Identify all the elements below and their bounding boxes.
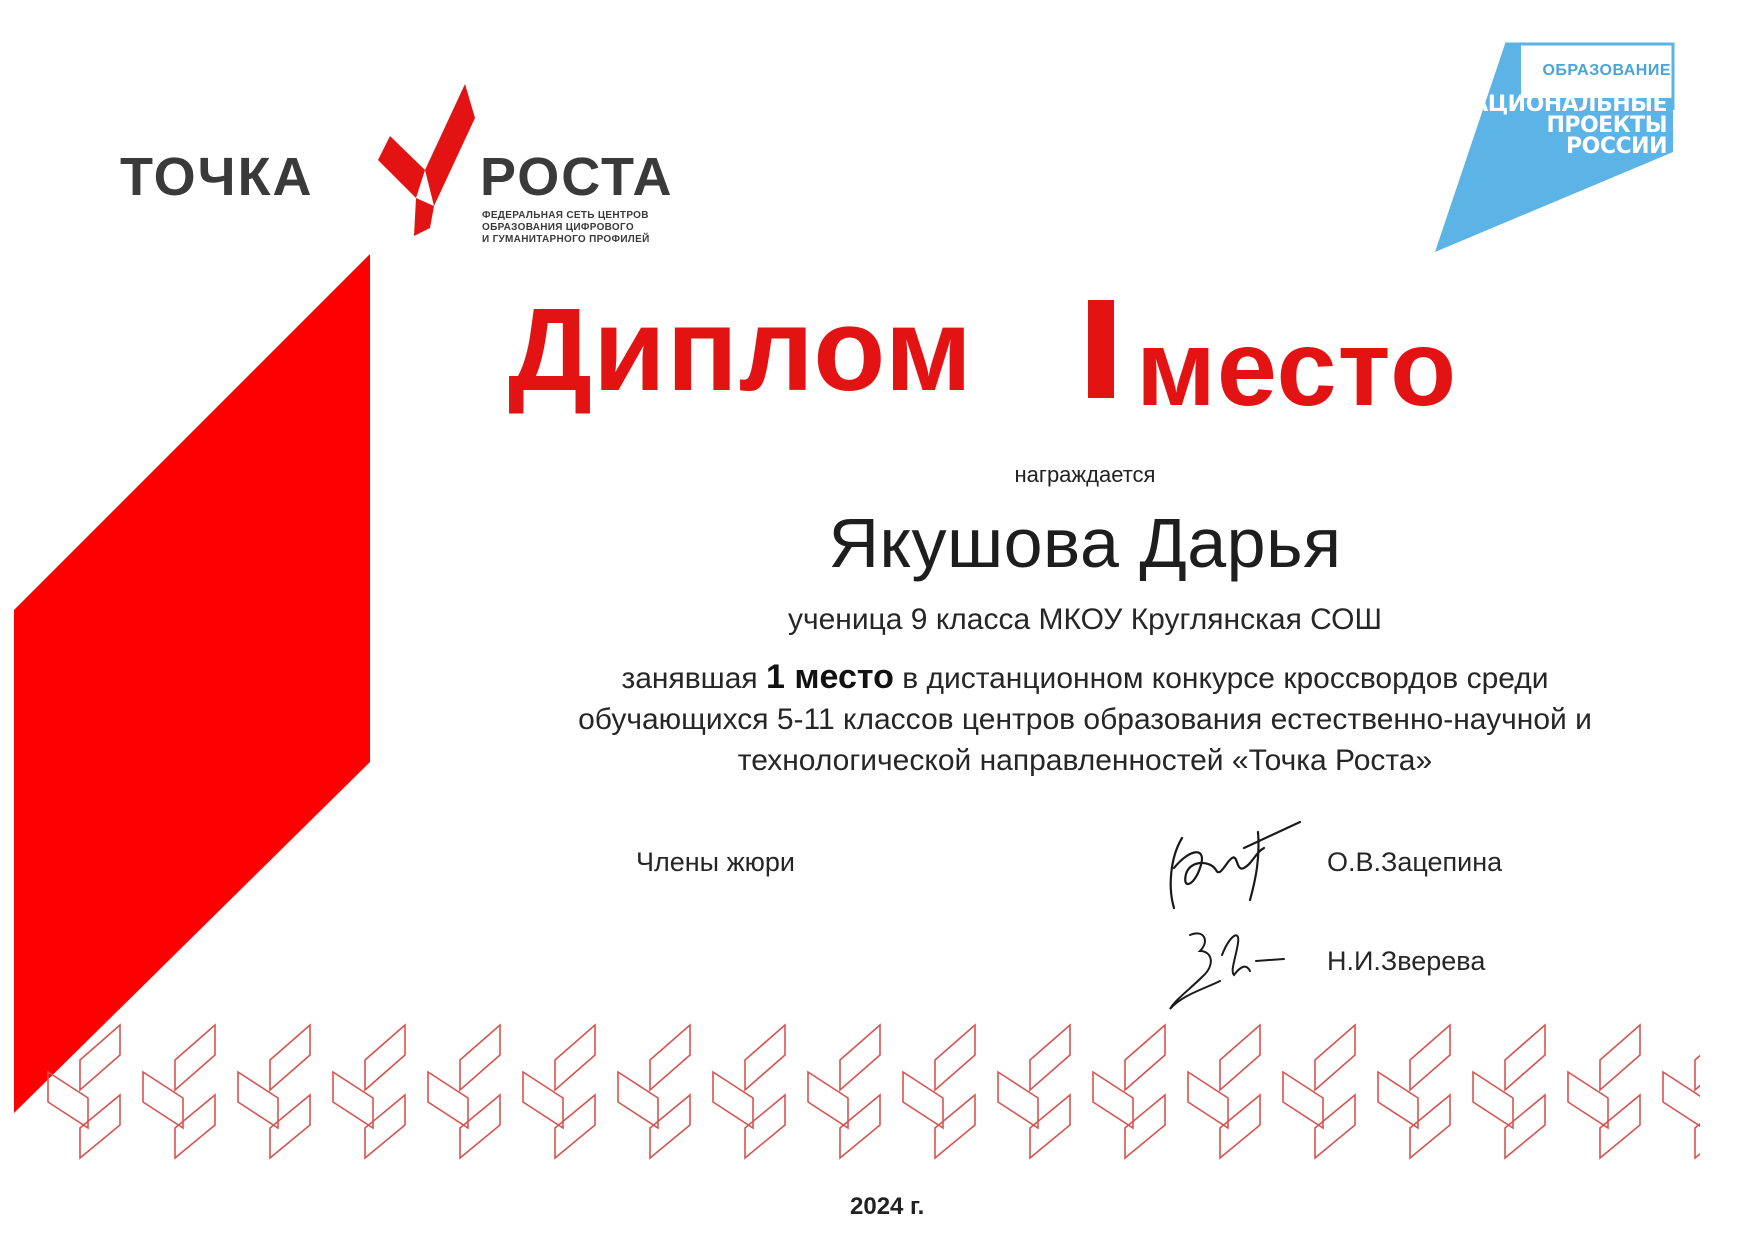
national-projects-logo <box>1425 40 1695 252</box>
desc-line-2: обучающихся 5-11 классов центров образования естественно-научной и <box>578 703 1592 736</box>
pattern-rhombus <box>555 1025 595 1090</box>
pattern-rhombus <box>650 1025 690 1090</box>
jury-member-2: Н.И.Зверева <box>1327 946 1486 976</box>
pattern-rhombus <box>1188 1072 1228 1128</box>
headline-mesto: место <box>1136 307 1458 428</box>
pattern-rhombus <box>840 1025 880 1090</box>
desc-line-1 <box>470 657 1700 699</box>
awarded-label: награждается <box>1014 462 1156 487</box>
jury-member-1: О.В.Зацепина <box>1327 847 1503 877</box>
pattern-rhombus <box>1410 1025 1450 1090</box>
np-top-label: ОБРАЗОВАНИЕ <box>1542 62 1671 79</box>
pattern-rhombus <box>523 1072 563 1128</box>
pattern-rhombus <box>1600 1025 1640 1090</box>
diploma-headline <box>508 284 1608 428</box>
recipient-name: Якушова Дарья <box>828 504 1342 582</box>
headline-diplom: Диплом <box>508 284 974 416</box>
pattern-rhombus <box>808 1072 848 1128</box>
student-info: ученица 9 класса МКОУ Круглянская СОШ <box>787 603 1383 636</box>
tochka-rosta-logo <box>120 78 720 258</box>
logo-subtitle-line: И ГУМАНИТАРНОГО ПРОФИЛЕЙ <box>482 234 650 245</box>
pattern-rhombus <box>1568 1072 1608 1128</box>
year-label: 2024 г. <box>850 1193 925 1220</box>
pattern-rhombus <box>1093 1072 1133 1128</box>
logo-subtitle <box>482 210 722 246</box>
pattern-rhombus <box>618 1072 658 1128</box>
pattern-rhombus <box>745 1025 785 1090</box>
pattern-rhombus <box>1030 1025 1070 1090</box>
pattern-rhombus <box>1505 1025 1545 1090</box>
pattern-rhombus <box>333 1072 373 1128</box>
pattern-rhombus <box>80 1025 120 1090</box>
desc-line-3: технологической направленностей «Точка Роста» <box>737 744 1433 777</box>
pattern-rhombus <box>143 1072 183 1128</box>
pattern-rhombus <box>935 1025 975 1090</box>
decorative-rhombus-pattern <box>40 1010 1700 1170</box>
pattern-rhombus <box>1283 1072 1323 1128</box>
pattern-rhombus <box>270 1025 310 1090</box>
pattern-rhombus <box>1220 1025 1260 1090</box>
jury-label: Члены жюри <box>636 847 795 877</box>
headline-place-numeral <box>1088 300 1114 398</box>
logo-subtitle-line: ФЕДЕРАЛЬНАЯ СЕТЬ ЦЕНТРОВ <box>482 210 649 221</box>
desc-prefix: занявшая <box>621 662 758 695</box>
pattern-rhombus <box>460 1025 500 1090</box>
pattern-rhombus <box>1125 1025 1165 1090</box>
pattern-rhombus <box>175 1025 215 1090</box>
rosta-sprout-icon <box>370 78 480 238</box>
np-title-line: РОССИИ <box>1566 134 1667 159</box>
pattern-rhombus <box>1315 1025 1355 1090</box>
pattern-rhombus <box>1378 1072 1418 1128</box>
pattern-rhombus <box>365 1025 405 1090</box>
desc-rest: в дистанционном конкурсе кроссвордов среди <box>902 662 1549 695</box>
pattern-rhombus <box>428 1072 468 1128</box>
pattern-rhombus <box>238 1072 278 1128</box>
logo-word-tochka: ТОЧКА <box>120 147 314 207</box>
logo-subtitle-line: ОБРАЗОВАНИЯ ЦИФРОВОГО <box>482 222 634 233</box>
signature-zatsepina <box>1160 808 1310 913</box>
pattern-rhombus <box>713 1072 753 1128</box>
pattern-rhombus <box>48 1072 88 1128</box>
np-title <box>1453 94 1667 157</box>
pattern-rhombus <box>903 1072 943 1128</box>
pattern-rhombus <box>1473 1072 1513 1128</box>
desc-place: 1 место <box>765 658 894 696</box>
pattern-rhombus <box>998 1072 1038 1128</box>
pattern-rhombus <box>1695 1025 1700 1090</box>
signature-zvereva <box>1160 915 1290 1015</box>
award-description <box>470 657 1700 781</box>
logo-word-rosta: РОСТА <box>480 147 674 207</box>
np-title-line: НАЦИОНАЛЬНЫЕ <box>1453 92 1667 117</box>
np-title-line: ПРОЕКТЫ <box>1546 113 1667 138</box>
